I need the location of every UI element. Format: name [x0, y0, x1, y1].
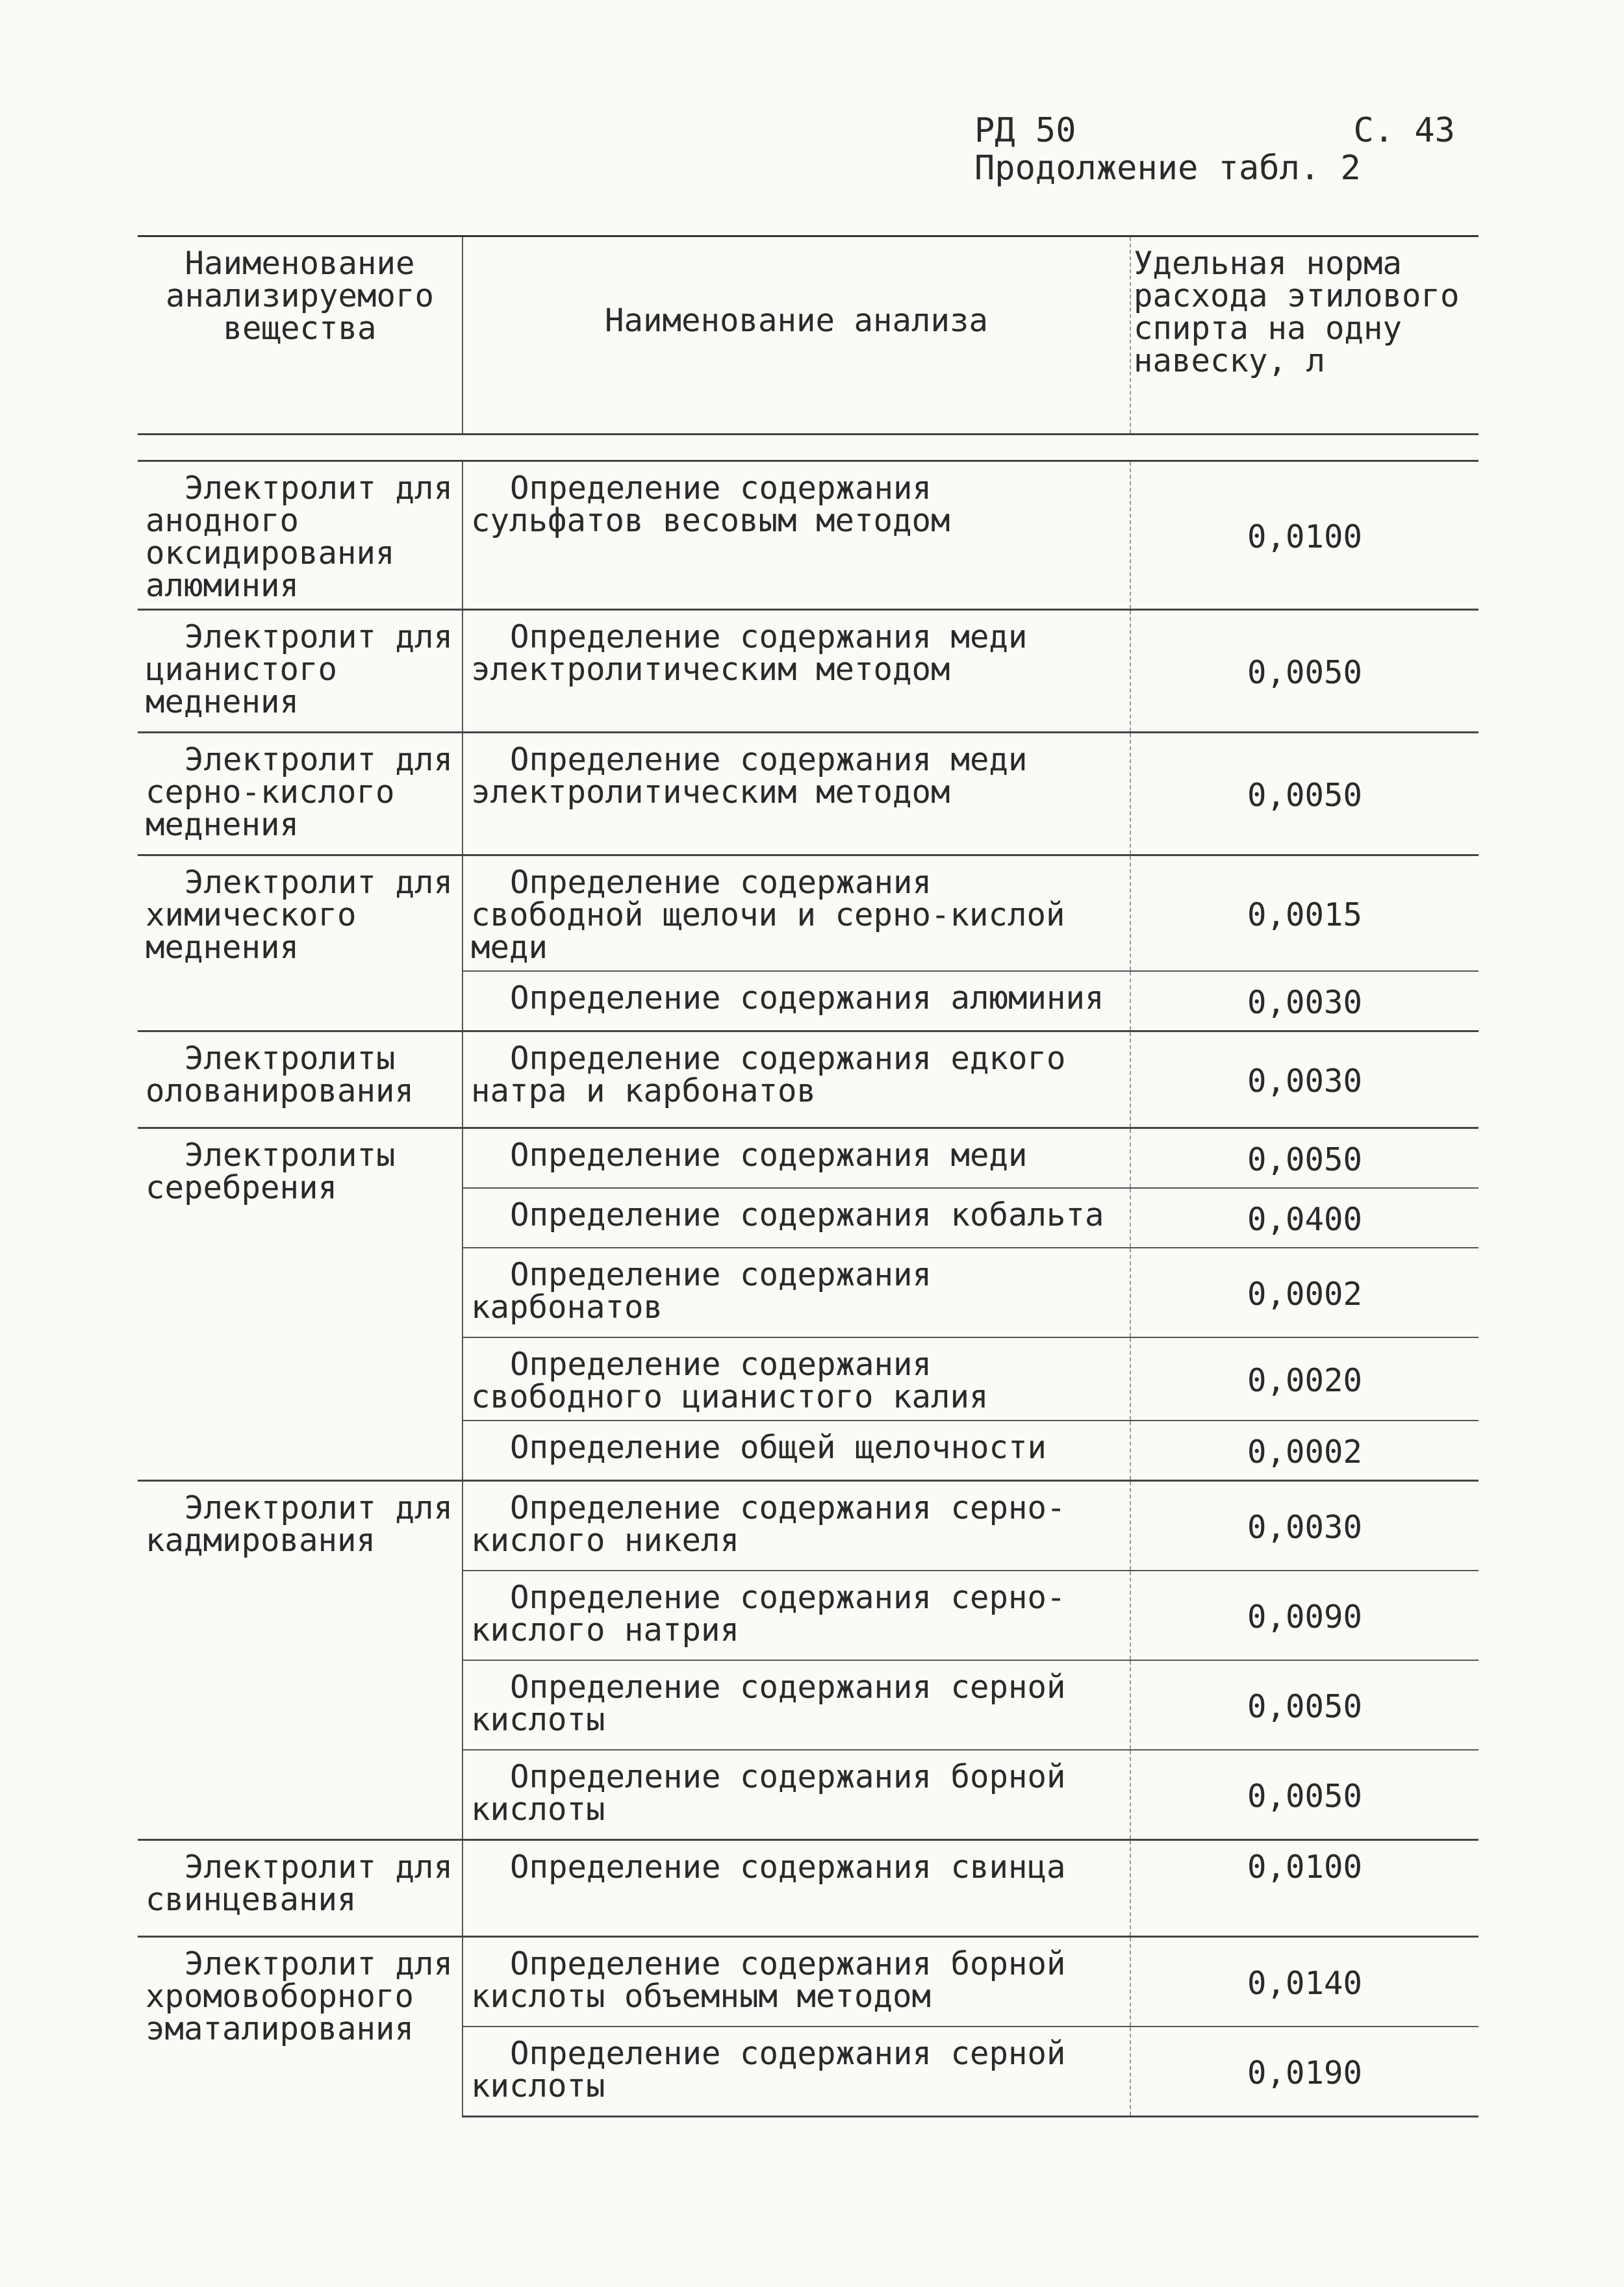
table-row [138, 733, 1478, 855]
norm-cell: 0,0030 [1130, 1481, 1478, 1571]
table-row [138, 1937, 1478, 2027]
analysis-cell: Определение содержания меди электролитическим методом [463, 733, 1130, 855]
table-row [138, 461, 1478, 610]
norm-cell: 0,0050 [1130, 733, 1478, 855]
analysis-cell: Определение содержания борной кислоты объемным методом [463, 1937, 1130, 2027]
norm-cell: 0,0400 [1130, 1188, 1478, 1248]
table-row [138, 1481, 1478, 1571]
table-continuation-caption: Продолжение табл. 2 [974, 149, 1361, 188]
table-row [138, 1840, 1478, 1937]
analysis-cell: Определение общей щелочности [463, 1421, 1130, 1481]
analysis-cell: Определение содержания серной кислоты [463, 2027, 1130, 2117]
analysis-cell: Определение содержания едкого натра и карбонатов [463, 1031, 1130, 1128]
page-number: С. 43 [1353, 111, 1455, 150]
norm-cell: 0,0050 [1130, 1128, 1478, 1189]
analysis-cell: Определение содержания свободного цианистого калия [463, 1337, 1130, 1421]
analysis-cell: Определение содержания сульфатов весовым методом [463, 461, 1130, 610]
norm-cell: 0,0190 [1130, 2027, 1478, 2117]
column-header-analysis: Наименование анализа [463, 236, 1130, 435]
substance-cell: Электролит для серно-кислого меднения [138, 733, 463, 855]
analysis-cell: Определение содержания кобальта [463, 1188, 1130, 1248]
norm-cell: 0,0100 [1130, 1840, 1478, 1937]
column-header-substance: Наименование анализируемого вещества [138, 236, 463, 435]
analysis-cell: Определение содержания алюминия [463, 971, 1130, 1031]
substance-cell: Электролит для свинцевания [138, 1840, 463, 1937]
norm-cell: 0,0002 [1130, 1248, 1478, 1337]
analysis-cell: Определение содержания серной кислоты [463, 1660, 1130, 1750]
analysis-cell: Определение содержания борной кислоты [463, 1750, 1130, 1840]
analysis-cell: Определение содержания меди электролитическим методом [463, 610, 1130, 733]
analysis-cell: Определение содержания свинца [463, 1840, 1130, 1937]
norm-cell: 0,0050 [1130, 610, 1478, 733]
table-header-row [138, 236, 1478, 435]
norm-cell: 0,0050 [1130, 1660, 1478, 1750]
substance-cell: Электролит для кадмирования [138, 1481, 463, 1840]
norm-cell: 0,0030 [1130, 971, 1478, 1031]
substance-cell: Электролит для цианистого меднения [138, 610, 463, 733]
column-header-norm: Удельная норма расхода этилового спирта на одну навеску, л [1130, 236, 1478, 435]
substance-cell: Электролиты олованирования [138, 1031, 463, 1128]
table-row [138, 855, 1478, 972]
norm-cell: 0,0015 [1130, 855, 1478, 972]
page-header [974, 112, 1455, 187]
norm-cell: 0,0050 [1130, 1750, 1478, 1840]
analysis-cell: Определение содержания серно-кислого натрия [463, 1571, 1130, 1660]
norm-cell: 0,0100 [1130, 461, 1478, 610]
substance-cell: Электролиты серебрения [138, 1128, 463, 1481]
document-code: РД 50 [974, 111, 1076, 150]
norm-cell: 0,0002 [1130, 1421, 1478, 1481]
substance-cell: Электролит для хромовоборного эматалирования [138, 1937, 463, 2117]
norm-cell: 0,0020 [1130, 1337, 1478, 1421]
norm-cell: 0,0030 [1130, 1031, 1478, 1128]
table-row [138, 610, 1478, 733]
table-row [138, 1031, 1478, 1128]
norm-cell: 0,0090 [1130, 1571, 1478, 1660]
analysis-cell: Определение содержания свободной щелочи и серно-кислой меди [463, 855, 1130, 972]
analysis-cell: Определение содержания карбонатов [463, 1248, 1130, 1337]
table-row [138, 1128, 1478, 1189]
norm-cell: 0,0140 [1130, 1937, 1478, 2027]
norms-table [138, 235, 1478, 2117]
analysis-cell: Определение содержания серно-кислого никеля [463, 1481, 1130, 1571]
substance-cell: Электролит для анодного оксидирования алюминия [138, 461, 463, 610]
substance-cell: Электролит для химического меднения [138, 855, 463, 1031]
analysis-cell: Определение содержания меди [463, 1128, 1130, 1189]
